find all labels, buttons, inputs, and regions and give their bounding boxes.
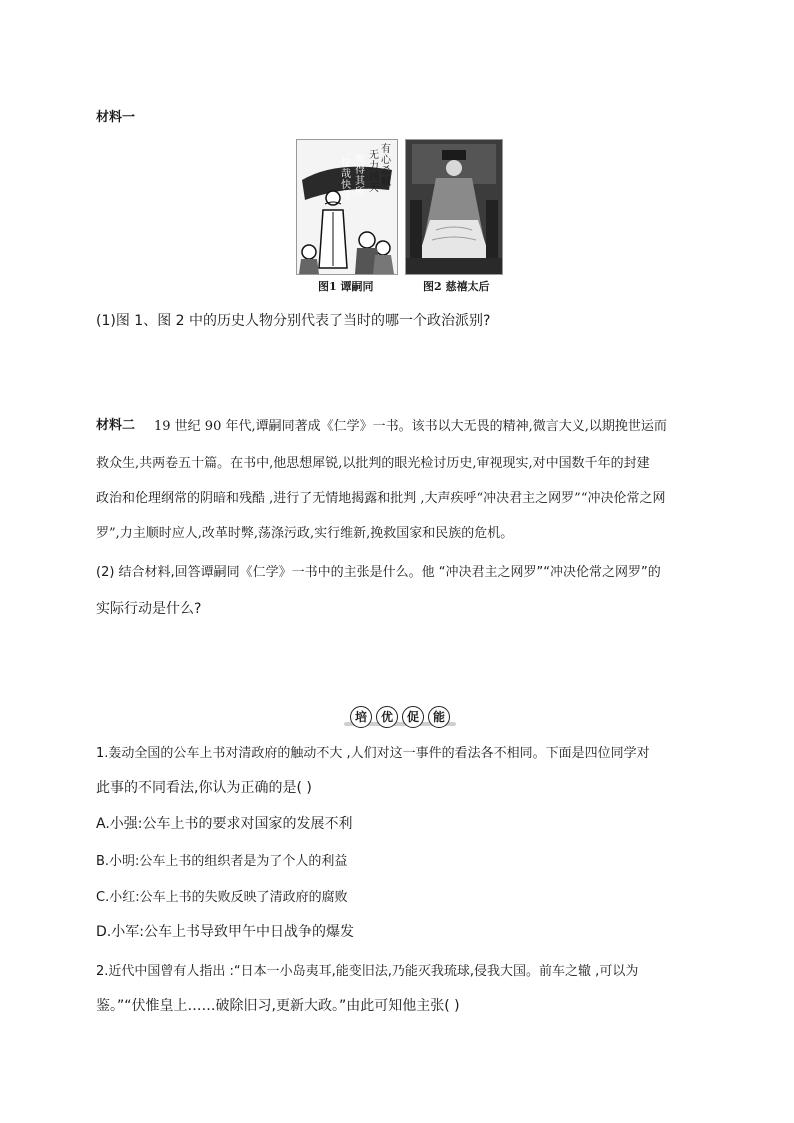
question-2-stem-line-2: 鉴。”“伏惟皇上……破除旧习,更新大政。”由此可知他主张( ) bbox=[96, 998, 460, 1014]
cixi-photo-icon bbox=[406, 140, 502, 274]
figure-2-image bbox=[405, 139, 503, 275]
question-1-sub: (1)图 1、图 2 中的历史人物分别代表了当时的哪一个政治派别? bbox=[96, 313, 491, 329]
banner-char-4: 能 bbox=[428, 706, 450, 728]
question-1-option-b: B.小明:公车上书的组织者是为了个人的利益 bbox=[96, 854, 348, 869]
banner-char-1: 培 bbox=[350, 706, 372, 728]
material2-line-4: 罗”,力主顺时应人,改革时弊,荡涤污政,实行维新,挽救国家和民族的危机。 bbox=[96, 526, 514, 541]
question-1-stem-line-2: 此事的不同看法,你认为正确的是( ) bbox=[96, 780, 312, 796]
banner-char-2: 优 bbox=[376, 706, 398, 728]
material2-line-2: 救众生,共两卷五十篇。在书中,他思想犀锐,以批判的眼光检讨历史,审视现实,对中国数千年的封建 bbox=[96, 456, 650, 471]
calligraphy-col-4: 快哉快哉 bbox=[341, 158, 351, 202]
question-1-stem-line-1: 1.轰动全国的公车上书对清政府的触动不大 ,人们对这一事件的看法各不相同。下面是四位同学对 bbox=[96, 746, 650, 761]
calligraphy-col-3: 死得其所 bbox=[355, 154, 365, 198]
calligraphy-col-1: 有心杀贼 bbox=[381, 144, 391, 188]
question-1-option-d: D.小军:公车上书导致甲午中日战争的爆发 bbox=[96, 924, 354, 940]
question-2-sub-line-1: (2) 结合材料,回答谭嗣同《仁学》一书中的主张是什么。他 “冲决君主之网罗”“冲决伦常之网罗”的 bbox=[96, 565, 661, 580]
material2-line-3: 政治和伦理纲常的阴暗和残酷 ,进行了无情地揭露和批判 ,大声疾呼“冲决君主之网罗”“冲决伦常之网 bbox=[96, 491, 666, 506]
figure-1-caption: 图1 谭嗣同 bbox=[318, 280, 374, 293]
material2-label: 材料二 bbox=[96, 418, 136, 433]
question-1-option-a: A.小强:公车上书的要求对国家的发展不利 bbox=[96, 816, 353, 832]
section-banner bbox=[344, 705, 456, 729]
figure-2-caption: 图2 慈禧太后 bbox=[423, 280, 490, 293]
banner-char-3: 促 bbox=[402, 706, 424, 728]
calligraphy-col-2: 无力回天 bbox=[369, 150, 379, 194]
question-1-option-c: C.小红:公车上书的失败反映了清政府的腐败 bbox=[96, 890, 348, 905]
material2-line-1: 19 世纪 90 年代,谭嗣同著成《仁学》一书。该书以大无畏的精神,微言大义,以期挽世运而 bbox=[154, 419, 667, 434]
figure-1-image bbox=[296, 139, 398, 275]
material1-label: 材料一 bbox=[96, 110, 136, 125]
question-2-stem-line-1: 2.近代中国曾有人指出 :“日本一小岛夷耳,能变旧法,乃能灭我琉球,侵我大国。前车之辙 ,可以为 bbox=[96, 964, 639, 979]
question-2-sub-line-2: 实际行动是什么? bbox=[96, 601, 202, 617]
